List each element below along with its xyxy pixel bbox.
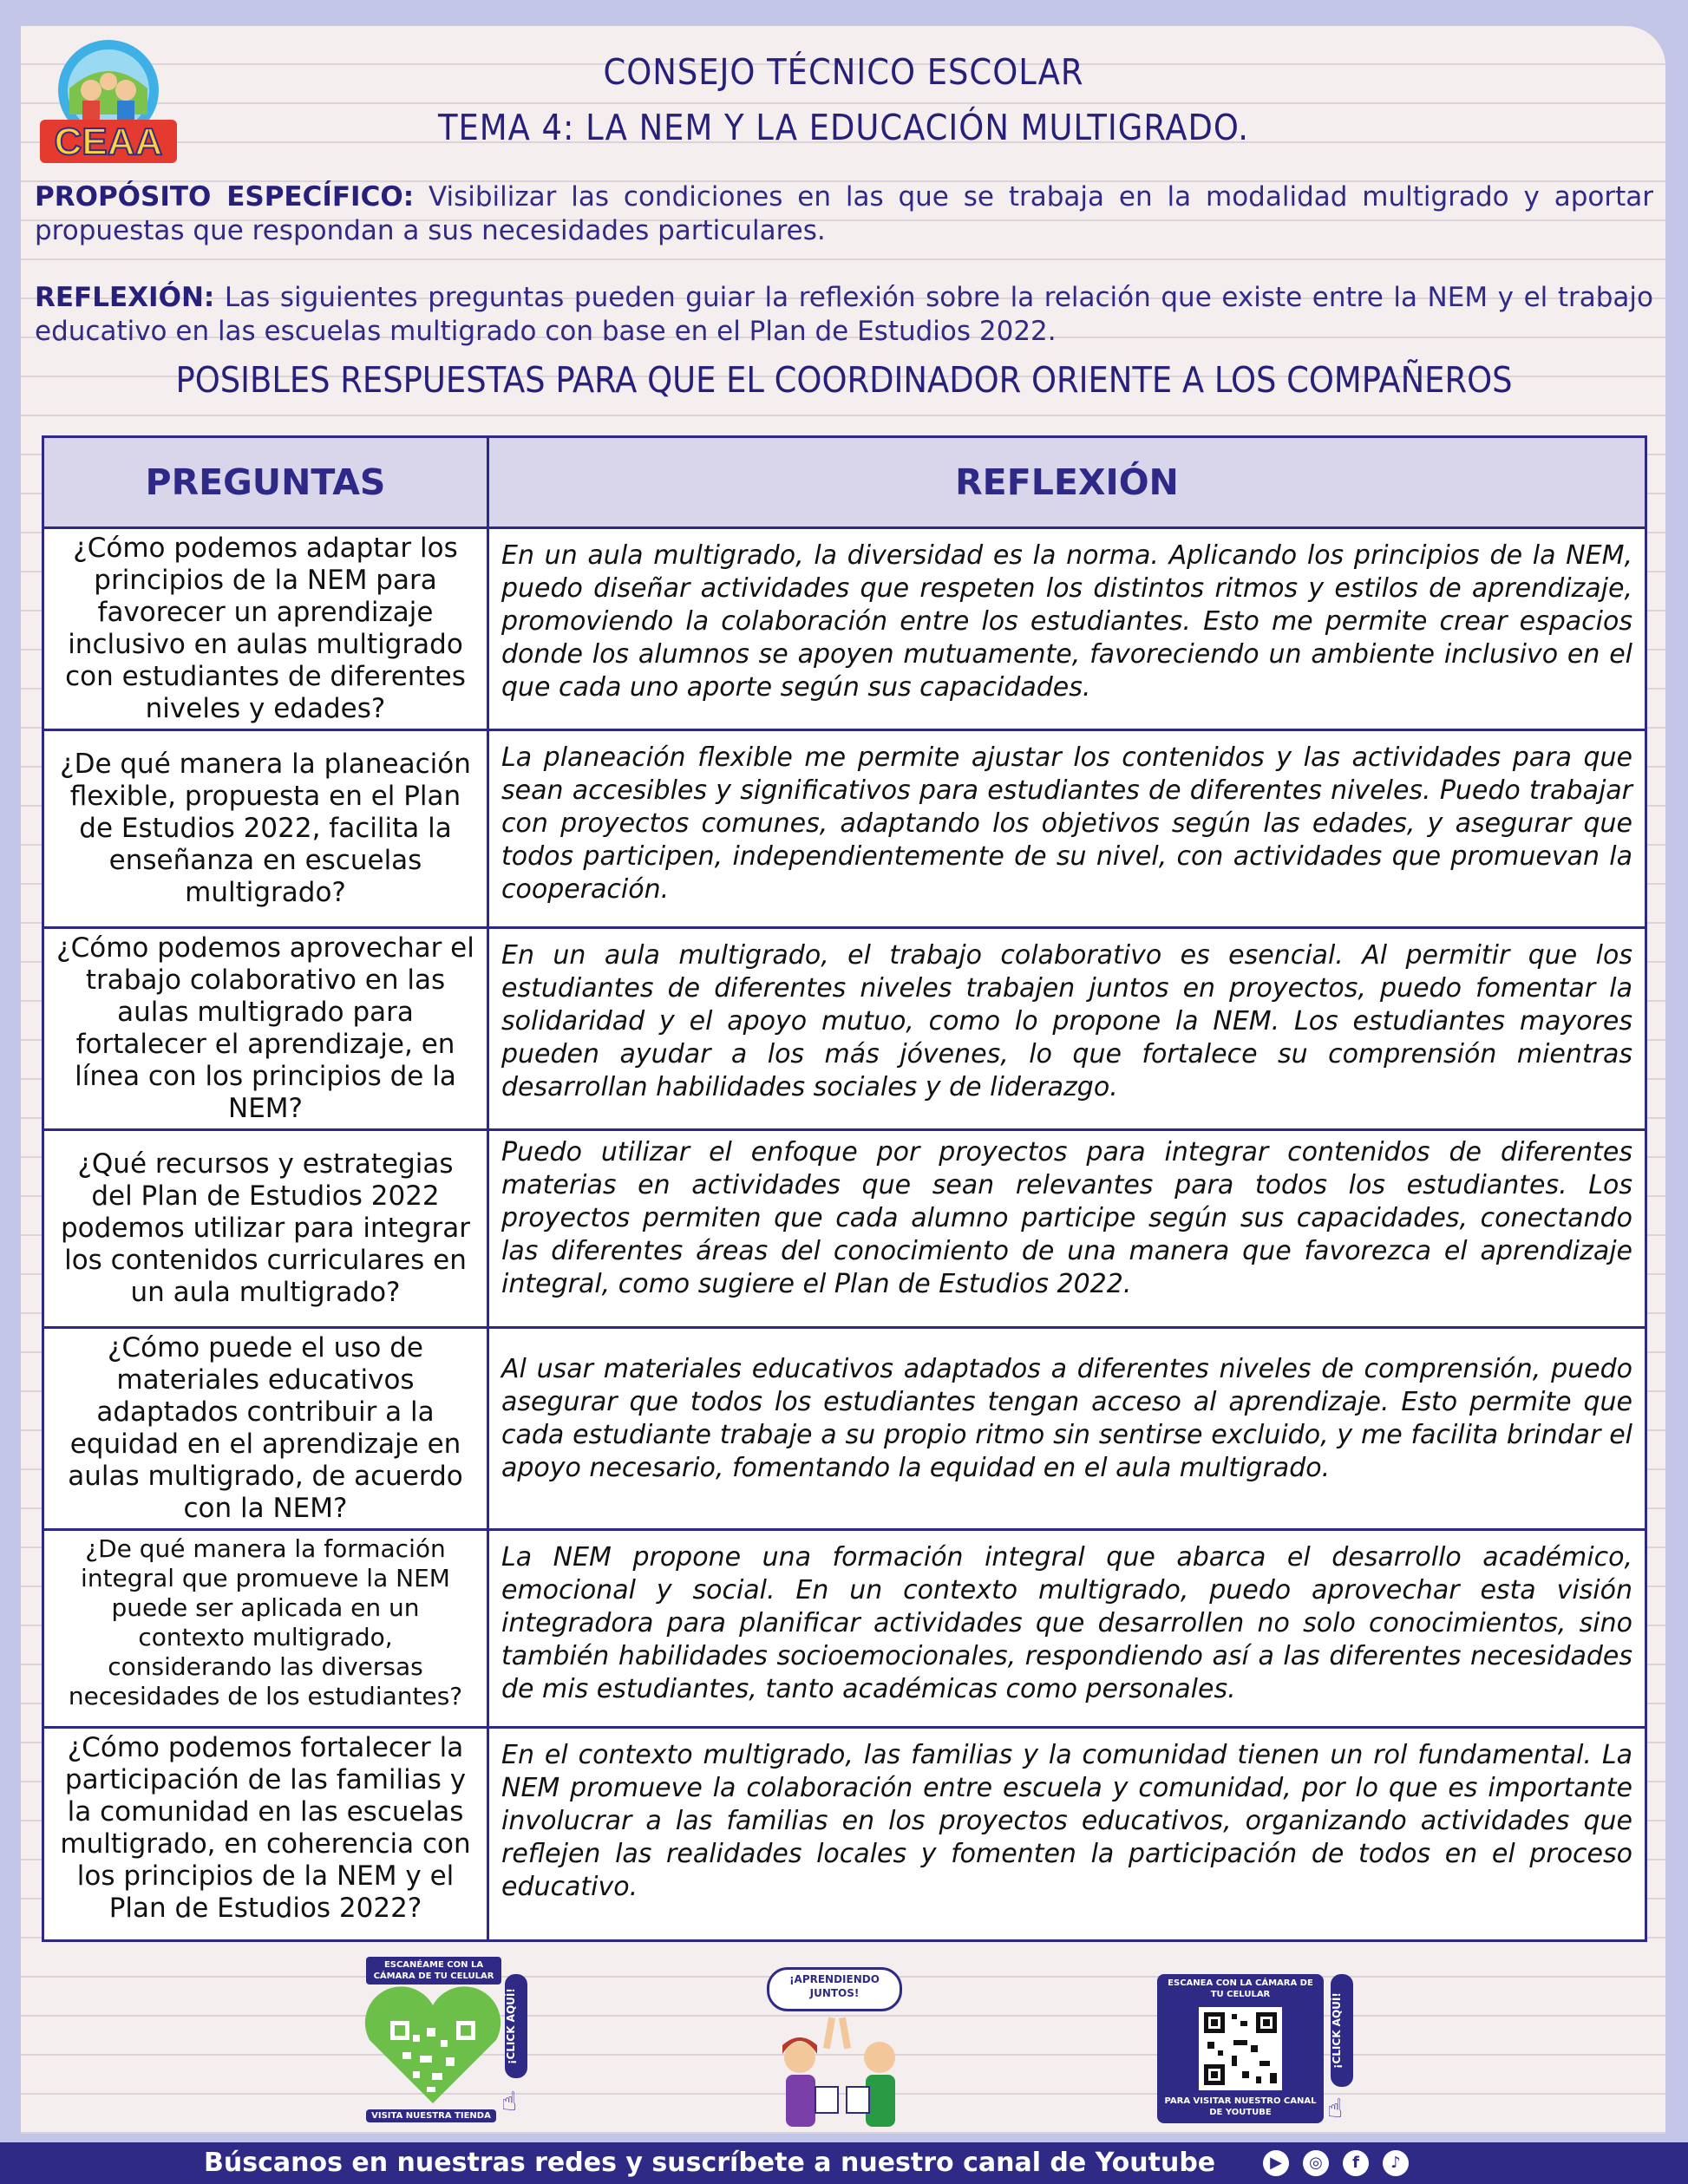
tiktok-icon[interactable]: ♪	[1383, 2150, 1409, 2176]
header-reflexion: REFLEXIÓN	[488, 437, 1646, 528]
speech-bubble: ¡APRENDIENDO JUNTOS!	[767, 1967, 902, 2011]
answer-cell: Puedo utilizar el enfoque por proyectos para integrar contenidos de diferentes materias en actividades que sean relevantes para todos los estudiantes. Los proyectos permiten que cada alumno participe según sus capacidades, conectando las diferentes áreas del conocimiento de una manera que favorezca el aprendizaje integral, como sugiere el Plan de Estudios 2022.	[488, 1130, 1646, 1328]
answer-cell: Al usar materiales educativos adaptados a diferentes niveles de comprensión, puedo asegurar que todos los estudiantes tengan acceso al aprendizaje. Esto permite que cada estudiante trabaje a su propio ritmo sin sentirse excluido, y me facilita brindar el apoyo necesario, fomentando la equidad en el aula multigrado.	[488, 1328, 1646, 1530]
youtube-qr-code[interactable]	[1199, 2007, 1282, 2090]
facebook-icon[interactable]: f	[1343, 2150, 1369, 2176]
youtube-scan-label: ESCANEA CON LA CÁMARA DE TU CELULAR	[1168, 1978, 1313, 1999]
store-click-label[interactable]: ¡CLICK AQUÍ!	[505, 1974, 527, 2078]
learning-together-illustration	[755, 1967, 928, 2136]
logo-wordmark: CEAA	[54, 121, 163, 163]
answer-cell: En el contexto multigrado, las familias y la comunidad tienen un rol fundamental. La NEM promueve la colaboración entre escuela y comunidad, por lo que es importante involucrar a las familias en los proyectos educativos, organizando actividades que reflejen las realidades locales y fomenten la participación de todos en el proceso educativo.	[488, 1728, 1646, 1941]
table-row	[43, 528, 1646, 730]
table-row	[43, 730, 1646, 928]
store-scan-label: ESCANÉAME CON LA CÁMARA DE TU CELULAR	[366, 1957, 501, 1985]
purpose-label: PROPÓSITO ESPECÍFICO:	[35, 181, 415, 213]
youtube-qr-card[interactable]	[1157, 1974, 1324, 2123]
reflection-label: REFLEXIÓN:	[35, 282, 215, 313]
question-cell: ¿Cómo puede el uso de materiales educativos adaptados contribuir a la equidad en el aprendizaje en aulas multigrado, de acuerdo con la NEM?	[43, 1328, 488, 1530]
answer-cell: La NEM propone una formación integral que abarca el desarrollo académico, emocional y social. En un contexto multigrado, puedo aprovechar esta visión integradora para planificar actividades que desarrollen no solo conocimientos, sino también habilidades socioemocionales, respondiendo así a las diferentes necesidades de mis estudiantes, tanto académicas como personales.	[488, 1530, 1646, 1728]
qa-table	[42, 435, 1647, 1942]
answer-cell: En un aula multigrado, la diversidad es la norma. Aplicando los principios de la NEM, puedo diseñar actividades que respeten los distintos ritmos y estilos de aprendizaje, promoviendo la colaboración entre los estudiantes. Esto me permite crear espacios donde los alumnos se apoyen mutuamente, favoreciendo un ambiente inclusivo en el que cada uno aporte según sus capacidades.	[488, 528, 1646, 730]
reflection-paragraph	[35, 281, 1653, 349]
instagram-icon[interactable]: ◎	[1303, 2150, 1329, 2176]
header-preguntas: PREGUNTAS	[43, 437, 488, 528]
table-row	[43, 1130, 1646, 1328]
youtube-qr-promo[interactable]	[1157, 1974, 1365, 2128]
question-cell: ¿Cómo podemos aprovechar el trabajo colaborativo en las aulas multigrado para fortalecer el aprendizaje, en línea con los principios de la NEM?	[43, 928, 488, 1130]
question-cell: ¿Cómo podemos fortalecer la participación de las familias y la comunidad en las escuelas multigrado, en coherencia con los principios de la NEM y el Plan de Estudios 2022?	[43, 1728, 488, 1941]
question-cell: ¿De qué manera la formación integral que promueve la NEM puede ser aplicada en un contexto multigrado, considerando las diversas necesidades de los estudiantes?	[43, 1530, 488, 1728]
store-qr-promo[interactable]	[356, 1957, 538, 2126]
answer-cell: La planeación flexible me permite ajustar los contenidos y las actividades para que sean accesibles y significativos para estudiantes de diferentes niveles. Puedo trabajar con proyectos comunes, adaptando los objetivos según las edades, y asegurar que todos participen, independientemente de su nivel, con actividades que promuevan la cooperación.	[488, 730, 1646, 928]
reflection-text: Las siguientes preguntas pueden guiar la reflexión sobre la relación que existe entre la NEM y el trabajo educativo en las escuelas multigrado con base en el Plan de Estudios 2022.	[35, 282, 1653, 347]
question-cell: ¿Cómo podemos adaptar los principios de la NEM para favorecer un aprendizaje inclusivo en aulas multigrado con estudiantes de diferentes niveles y edades?	[43, 528, 488, 730]
youtube-click-label[interactable]: ¡CLICK AQUÍ!	[1331, 1974, 1353, 2087]
table-row	[43, 928, 1646, 1130]
purpose-text: Visibilizar las condiciones en las que se trabaja en la modalidad multigrado y aportar propuestas que respondan a sus necesidades particulares.	[35, 181, 1653, 246]
ceaa-logo	[35, 36, 182, 167]
store-visit-label: VISITA NUESTRA TIENDA	[366, 2109, 496, 2122]
table-row	[43, 1328, 1646, 1530]
pointer-hand-icon: ☝	[501, 2087, 518, 2117]
heart-qr-code[interactable]	[359, 1986, 507, 2108]
question-cell: ¿Qué recursos y estrategias del Plan de Estudios 2022 podemos utilizar para integrar los contenidos curriculares en un aula multigrado?	[43, 1130, 488, 1328]
footer-bar	[0, 2142, 1688, 2184]
youtube-icon[interactable]: ▶	[1263, 2150, 1289, 2176]
footer-text: Búscanos en nuestras redes y suscríbete a nuestro canal de Youtube	[204, 2148, 1216, 2178]
table-row	[43, 1530, 1646, 1728]
page-title-line-1: CONSEJO TÉCNICO ESCOLAR	[603, 51, 1084, 93]
youtube-visit-label: PARA VISITAR NUESTRO CANAL DE YOUTUBE	[1164, 2096, 1317, 2117]
pointer-hand-icon: ☝	[1327, 2094, 1344, 2124]
table-row	[43, 1728, 1646, 1941]
answer-cell: En un aula multigrado, el trabajo colaborativo es esencial. Al permitir que los estudiantes de diferentes niveles trabajen juntos en proyectos, puedo fomentar la solidaridad y el apoyo mutuo, como lo propone la NEM. Los estudiantes mayores pueden ayudar a los más jóvenes, lo que fortalece su comprensión mientras desarrollan habilidades sociales y de liderazgo.	[488, 928, 1646, 1130]
table-header-row	[43, 437, 1646, 528]
question-cell: ¿De qué manera la planeación flexible, propuesta en el Plan de Estudios 2022, facilita la enseñanza en escuelas multigrado?	[43, 730, 488, 928]
teachers-high-five-figure	[763, 2012, 919, 2135]
section-subtitle: POSIBLES RESPUESTAS PARA QUE EL COORDINADOR ORIENTE A LOS COMPAÑEROS	[175, 359, 1513, 401]
purpose-paragraph	[35, 180, 1653, 248]
page-title-line-2: TEMA 4: LA NEM Y LA EDUCACIÓN MULTIGRADO.	[437, 107, 1250, 148]
